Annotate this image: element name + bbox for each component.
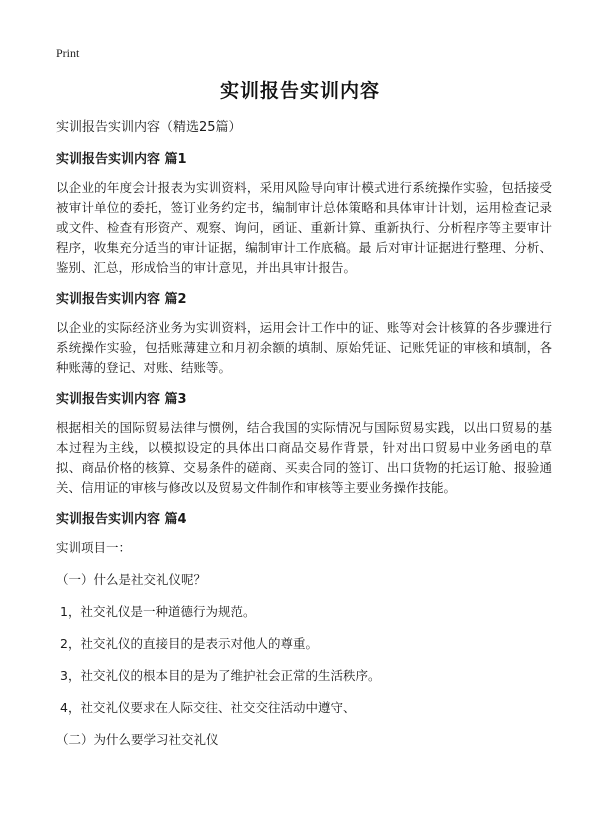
list-item: （一）什么是社交礼仪呢？ bbox=[56, 572, 207, 587]
list-item: 3，社交礼仪的根本目的是为了维护社会正常的生活秩序。 bbox=[60, 668, 381, 683]
print-link[interactable]: Print bbox=[56, 46, 80, 60]
list-item: 实训项目一： bbox=[56, 540, 132, 555]
list-item: 2，社交礼仪的直接目的是表示对他人的尊重。 bbox=[60, 636, 318, 651]
list-item: （二）为什么要学习社交礼仪 bbox=[56, 732, 219, 747]
document-body bbox=[56, 118, 552, 750]
list-item: 1，社交礼仪是一种道德行为规范。 bbox=[60, 604, 256, 619]
section-paragraph: 以企业的年度会计报表为实训资料，采用风险导向审计模式进行系统操作实验，包括接受被审计单位的委托，签订业务约定书，编制审计总体策略和具体审计计划，运用检查记录或文件、检查有形资产、观察、询问，函证、重新计算、重新执行、分析程序等主要审计程序，收集充分适当的审计证据，编制审计工作底稿。最 后对审计证据进行整理、分析、鉴别、汇总，形成恰当的审计意见，并出具审计报告。 bbox=[56, 180, 552, 275]
section-paragraph: 根据相关的国际贸易法律与惯例，结合我国的实际情况与国际贸易实践，以出口贸易的基本过程为主线，以模拟设定的具体出口商品交易作背景，针对出口贸易中业务函电的草拟、商品价格的核算、交易条件的磋商、买卖合同的签订、出口货物的托运订舱、报验通 关、信用证的审核与修改以及贸易文件制作和审核等主要业务操作技能。 bbox=[56, 420, 552, 495]
section-heading: 实训报告实训内容 篇4 bbox=[56, 512, 187, 527]
section-heading: 实训报告实训内容 篇3 bbox=[56, 392, 187, 407]
section-paragraph: 以企业的实际经济业务为实训资料，运用会计工作中的证、账等对会计核算的各步骤进行系统操作实验，包括账薄建立和月初余额的填制、原始凭证、记账凭证的审核和填制，各种账薄的登记、对账、结账等。 bbox=[56, 320, 552, 375]
document-subtitle: 实训报告实训内容（精选25篇） bbox=[56, 120, 242, 135]
document-title: 实训报告实训内容 bbox=[219, 80, 380, 102]
list-item: 4，社交礼仪要求在人际交往、社交交往活动中遵守、 bbox=[60, 700, 356, 715]
section-heading: 实训报告实训内容 篇1 bbox=[56, 152, 187, 167]
section-heading: 实训报告实训内容 篇2 bbox=[56, 292, 187, 307]
